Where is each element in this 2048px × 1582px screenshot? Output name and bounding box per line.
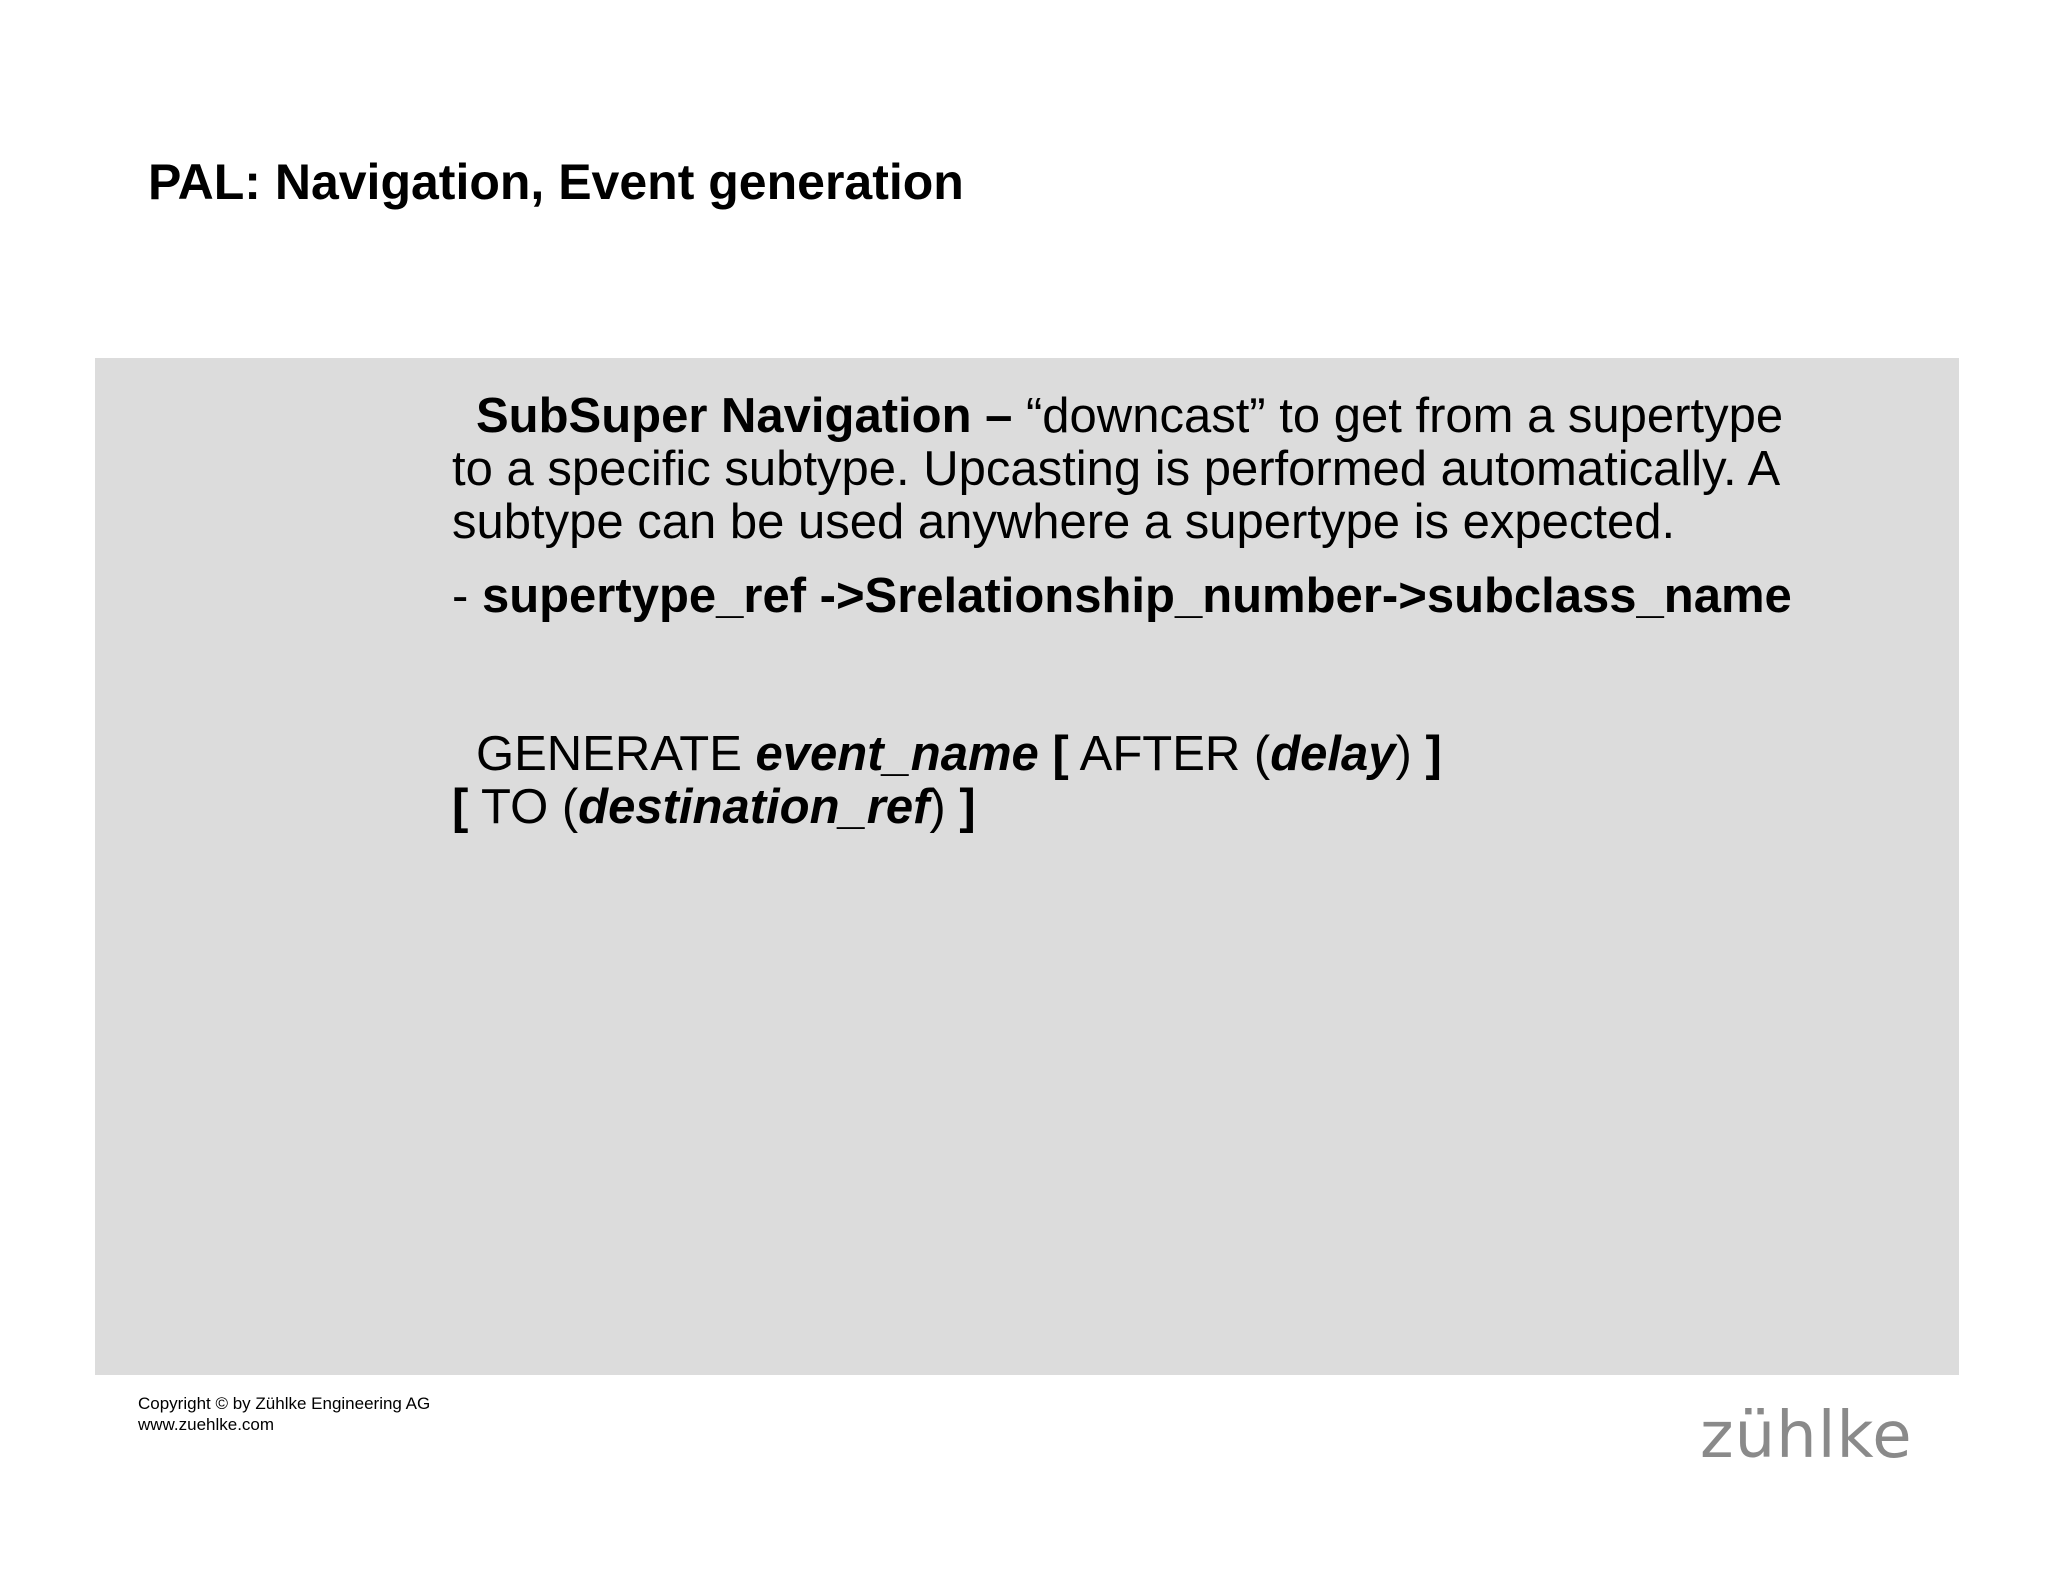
subsuper-syntax (452, 570, 1952, 623)
bracket-close-1: ] (1411, 727, 1442, 781)
syntax-dash: - (452, 569, 482, 623)
paren-close-2: ) (929, 780, 946, 834)
generate-syntax (452, 728, 1952, 834)
subsuper-line-1 (452, 390, 1952, 443)
paren-close-1: ) (1395, 727, 1412, 781)
event-name-param: event_name (755, 727, 1039, 781)
subsuper-heading: SubSuper Navigation – (476, 389, 1013, 443)
copyright-text: Copyright © by Zühlke Engineering AG (138, 1394, 431, 1413)
subsuper-line-2: to a specific subtype. Upcasting is performed automatically. A (452, 442, 1781, 496)
website-text: www.zuehlke.com (138, 1415, 275, 1434)
after-keyword: AFTER ( (1068, 727, 1271, 781)
subsuper-syntax-line (452, 570, 1952, 623)
syntax-rule: supertype_ref ->Srelationship_number->subclass_name (481, 569, 1792, 623)
slide-title: PAL: Navigation, Event generation (148, 154, 964, 210)
to-keyword: TO ( (468, 780, 579, 834)
footer (138, 1393, 430, 1435)
subsuper-description (452, 390, 1952, 549)
bracket-open-2: [ (452, 780, 469, 834)
generate-line-2 (452, 781, 1952, 834)
subsuper-line-1-text: “downcast” to get from a supertype (1012, 389, 1784, 443)
destination-ref-param: destination_ref (578, 780, 930, 834)
content-panel (95, 358, 1959, 1375)
bracket-open-1: [ (1038, 727, 1069, 781)
generate-keyword: GENERATE (476, 727, 756, 781)
zuhlke-logo: zühlke (1700, 1399, 1913, 1473)
subsuper-line-3: subtype can be used anywhere a supertype is expected. (452, 495, 1676, 549)
delay-param: delay (1270, 727, 1396, 781)
bracket-close-2: ] (945, 780, 976, 834)
generate-line-1 (452, 728, 1952, 781)
